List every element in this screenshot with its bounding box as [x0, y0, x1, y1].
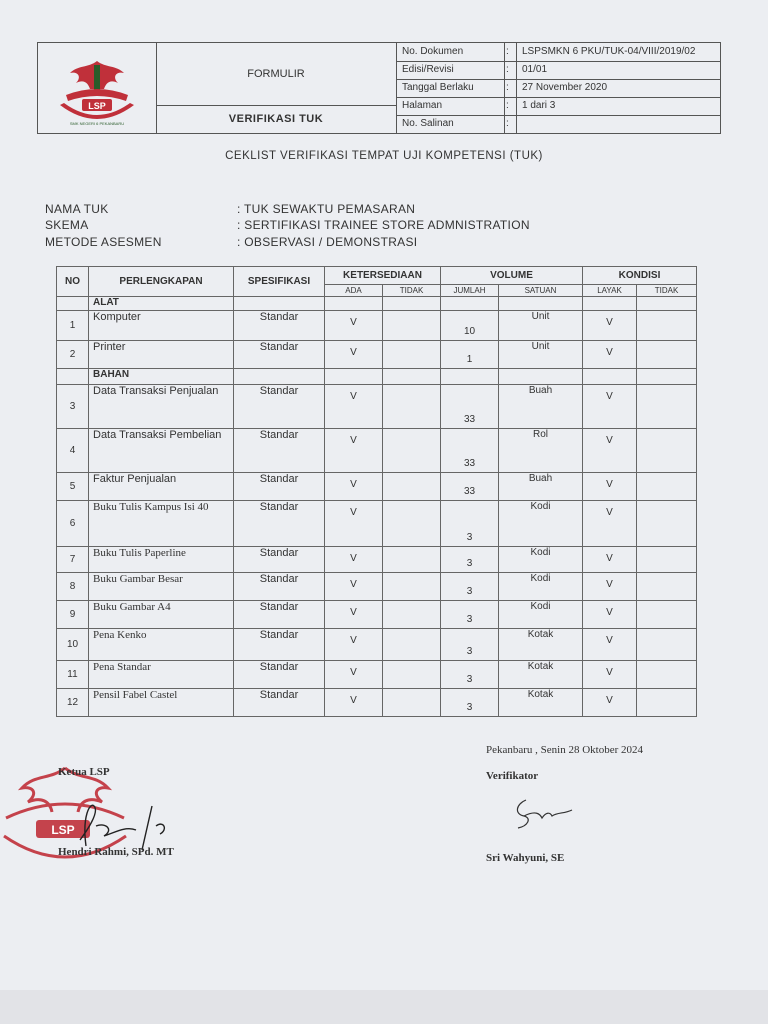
cell-satuan: Rol: [499, 429, 583, 473]
cell-satuan: Kodi: [499, 501, 583, 547]
meta-value: LSPSMKN 6 PKU/TUK-04/VIII/2019/02: [522, 46, 696, 57]
meta-row: [396, 61, 720, 80]
cell-spec: Standar: [234, 341, 325, 369]
table-row: [57, 429, 697, 473]
cell-ada: V: [325, 311, 383, 341]
table-body: [57, 297, 697, 717]
table-cell: [383, 369, 441, 385]
cell-jumlah: 3: [441, 689, 499, 717]
info-row: [45, 218, 530, 232]
cell-tidak2: [637, 385, 697, 429]
cell-satuan: Kodi: [499, 547, 583, 573]
table-header-row: [57, 267, 697, 285]
cell-tidak2: [637, 341, 697, 369]
info-row: [45, 235, 418, 249]
cell-ada: V: [325, 573, 383, 601]
cell-item: Faktur Penjualan: [89, 473, 234, 501]
cell-no: 3: [57, 385, 89, 429]
table-cell: [234, 297, 325, 311]
col-no: NO: [57, 267, 89, 297]
cell-jumlah: 33: [441, 473, 499, 501]
table-row: [57, 661, 697, 689]
cell-layak: V: [583, 311, 637, 341]
cell-jumlah: 33: [441, 429, 499, 473]
cell-layak: V: [583, 501, 637, 547]
cell-no: 1: [57, 311, 89, 341]
form-title: VERIFIKASI TUK: [228, 113, 324, 125]
table-cell: [383, 297, 441, 311]
table-cell: [57, 297, 89, 311]
cell-layak: V: [583, 547, 637, 573]
cell-jumlah: 3: [441, 601, 499, 629]
info-value: : SERTIFIKASI TRAINEE STORE ADMNISTRATION: [237, 218, 530, 232]
cell-item: Data Transaksi Penjualan: [89, 385, 234, 429]
cell-satuan: Unit: [499, 341, 583, 369]
table-cell: [499, 369, 583, 385]
cell-tidak: [383, 661, 441, 689]
cell-item: Buku Gambar A4: [89, 601, 234, 629]
cell-satuan: Kotak: [499, 689, 583, 717]
table-row: [57, 385, 697, 429]
page-bottom-shadow: [0, 990, 768, 1024]
chair-label: Ketua LSP: [58, 766, 110, 778]
cell-item: Buku Tulis Kampus Isi 40: [89, 501, 234, 547]
cell-tidak2: [637, 429, 697, 473]
meta-value: 1 dari 3: [522, 100, 556, 111]
cell-spec: Standar: [234, 473, 325, 501]
cell-ada: V: [325, 661, 383, 689]
cell-spec: Standar: [234, 689, 325, 717]
table-row: [57, 501, 697, 547]
cell-spec: Standar: [234, 547, 325, 573]
verifier-name: Sri Wahyuni, SE: [486, 852, 565, 864]
logo-ring-text: SMK NEGERI 6 PEKANBARU: [69, 121, 125, 126]
meta-sep: :: [506, 118, 509, 129]
table-section-row: [57, 297, 697, 311]
cell-layak: V: [583, 689, 637, 717]
stamp-text: LSP: [51, 823, 75, 837]
cell-tidak2: [637, 629, 697, 661]
cell-tidak2: [637, 689, 697, 717]
cell-spec: Standar: [234, 311, 325, 341]
cell-tidak2: [637, 661, 697, 689]
cell-layak: V: [583, 473, 637, 501]
cell-layak: V: [583, 629, 637, 661]
meta-sep: :: [506, 64, 509, 75]
table-cell: [234, 369, 325, 385]
col-layak: LAYAK: [583, 285, 637, 297]
info-value: : TUK SEWAKTU PEMASARAN: [237, 202, 416, 216]
info-row: [45, 202, 416, 216]
col-volume: VOLUME: [441, 267, 583, 285]
cell-jumlah: 3: [441, 573, 499, 601]
cell-satuan: Buah: [499, 385, 583, 429]
cell-tidak: [383, 629, 441, 661]
table-cell: [499, 297, 583, 311]
page-title: CEKLIST VERIFIKASI TEMPAT UJI KOMPETENSI (TUK): [225, 150, 543, 162]
cell-no: 12: [57, 689, 89, 717]
form-title-cell: [156, 43, 397, 133]
col-avail: KETERSEDIAAN: [325, 267, 441, 285]
meta-sep: :: [506, 100, 509, 111]
logo-cell: [38, 43, 157, 133]
cell-spec: Standar: [234, 629, 325, 661]
lsp-logo-icon: [38, 43, 156, 133]
cell-item: Buku Gambar Besar: [89, 573, 234, 601]
logo-text: LSP: [88, 101, 106, 111]
table-row: [57, 473, 697, 501]
meta-row: [396, 79, 720, 98]
table-cell: [441, 297, 499, 311]
cell-no: 11: [57, 661, 89, 689]
cell-tidak: [383, 429, 441, 473]
cell-layak: V: [583, 661, 637, 689]
cell-item: Data Transaksi Pembelian: [89, 429, 234, 473]
chair-name: Hendri Rahmi, SPd. MT: [58, 846, 174, 858]
cell-jumlah: 3: [441, 501, 499, 547]
cell-tidak2: [637, 501, 697, 547]
cell-item: Buku Tulis Paperline: [89, 547, 234, 573]
cell-satuan: Kotak: [499, 661, 583, 689]
cell-item: Pensil Fabel Castel: [89, 689, 234, 717]
cell-spec: Standar: [234, 429, 325, 473]
table-cell: [325, 369, 383, 385]
cell-no: 5: [57, 473, 89, 501]
cell-satuan: Unit: [499, 311, 583, 341]
table-row: [57, 629, 697, 661]
table-row: [57, 689, 697, 717]
cell-item: Komputer: [89, 311, 234, 341]
cell-tidak2: [637, 601, 697, 629]
info-value: : OBSERVASI / DEMONSTRASI: [237, 235, 418, 249]
col-satuan: SATUAN: [499, 285, 583, 297]
table-cell: [583, 369, 637, 385]
col-condition: KONDISI: [583, 267, 697, 285]
cell-item: Printer: [89, 341, 234, 369]
cell-tidak: [383, 689, 441, 717]
cell-ada: V: [325, 473, 383, 501]
info-label: METODE ASESMEN: [45, 235, 162, 249]
table-cell: [57, 369, 89, 385]
col-ada: ADA: [325, 285, 383, 297]
cell-tidak2: [637, 473, 697, 501]
cell-no: 9: [57, 601, 89, 629]
col-spec: SPESIFIKASI: [234, 267, 325, 297]
cell-layak: V: [583, 341, 637, 369]
table-row: [57, 601, 697, 629]
cell-ada: V: [325, 629, 383, 661]
cell-tidak: [383, 547, 441, 573]
table-cell: [325, 297, 383, 311]
cell-no: 7: [57, 547, 89, 573]
table-row: [57, 547, 697, 573]
cell-layak: V: [583, 429, 637, 473]
cell-satuan: Kotak: [499, 629, 583, 661]
cell-jumlah: 3: [441, 661, 499, 689]
cell-jumlah: 3: [441, 629, 499, 661]
meta-row: [396, 43, 720, 62]
table-row: [57, 311, 697, 341]
cell-layak: V: [583, 385, 637, 429]
cell-tidak: [383, 501, 441, 547]
meta-row: [396, 115, 720, 133]
cell-jumlah: 10: [441, 311, 499, 341]
cell-item: Pena Standar: [89, 661, 234, 689]
cell-tidak2: [637, 573, 697, 601]
meta-label: No. Salinan: [402, 118, 454, 129]
cell-no: 10: [57, 629, 89, 661]
table-row: [57, 573, 697, 601]
cell-ada: V: [325, 601, 383, 629]
cell-tidak: [383, 573, 441, 601]
cell-tidak: [383, 385, 441, 429]
cell-ada: V: [325, 547, 383, 573]
meta-value: 01/01: [522, 64, 548, 75]
table-cell: [441, 369, 499, 385]
col-jumlah: JUMLAH: [441, 285, 499, 297]
cell-satuan: Kodi: [499, 573, 583, 601]
cell-satuan: Buah: [499, 473, 583, 501]
section-label: ALAT: [89, 297, 234, 311]
cell-tidak2: [637, 547, 697, 573]
cell-tidak: [383, 341, 441, 369]
checklist-table: [56, 266, 697, 717]
col-item: PERLENGKAPAN: [89, 267, 234, 297]
meta-row: [396, 97, 720, 116]
cell-spec: Standar: [234, 661, 325, 689]
cell-no: 6: [57, 501, 89, 547]
cell-jumlah: 33: [441, 385, 499, 429]
cell-ada: V: [325, 429, 383, 473]
cell-tidak2: [637, 311, 697, 341]
verifier-label: Verifikator: [486, 770, 539, 782]
cell-ada: V: [325, 385, 383, 429]
cell-tidak: [383, 473, 441, 501]
table-cell: [583, 297, 637, 311]
cell-satuan: Kodi: [499, 601, 583, 629]
cell-ada: V: [325, 341, 383, 369]
col-tidak-kondisi: TIDAK: [637, 285, 697, 297]
cell-no: 8: [57, 573, 89, 601]
info-label: NAMA TUK: [45, 202, 109, 216]
cell-spec: Standar: [234, 385, 325, 429]
info-label: SKEMA: [45, 218, 89, 232]
cell-spec: Standar: [234, 601, 325, 629]
cell-jumlah: 1: [441, 341, 499, 369]
place-date: Pekanbaru , Senin 28 Oktober 2024: [486, 744, 644, 756]
cell-tidak: [383, 311, 441, 341]
table-section-row: [57, 369, 697, 385]
verifier-signature-icon: [506, 790, 576, 834]
meta-sep: :: [506, 82, 509, 93]
document-header: [37, 42, 721, 134]
meta-label: Tanggal Berlaku: [402, 82, 474, 93]
meta-label: Halaman: [402, 100, 443, 111]
cell-no: 4: [57, 429, 89, 473]
cell-spec: Standar: [234, 573, 325, 601]
cell-tidak: [383, 601, 441, 629]
cell-layak: V: [583, 573, 637, 601]
cell-layak: V: [583, 601, 637, 629]
table-cell: [637, 297, 697, 311]
meta-label: Edisi/Revisi: [402, 64, 454, 75]
cell-ada: V: [325, 689, 383, 717]
meta-label: No. Dokumen: [402, 46, 464, 57]
form-label: FORMULIR: [156, 43, 396, 106]
meta-value: 27 November 2020: [522, 82, 608, 93]
table-row: [57, 341, 697, 369]
cell-spec: Standar: [234, 501, 325, 547]
meta-sep: :: [506, 46, 509, 57]
cell-item: Pena Kenko: [89, 629, 234, 661]
col-tidak: TIDAK: [383, 285, 441, 297]
table-cell: [637, 369, 697, 385]
cell-jumlah: 3: [441, 547, 499, 573]
cell-no: 2: [57, 341, 89, 369]
section-label: BAHAN: [89, 369, 234, 385]
cell-ada: V: [325, 501, 383, 547]
